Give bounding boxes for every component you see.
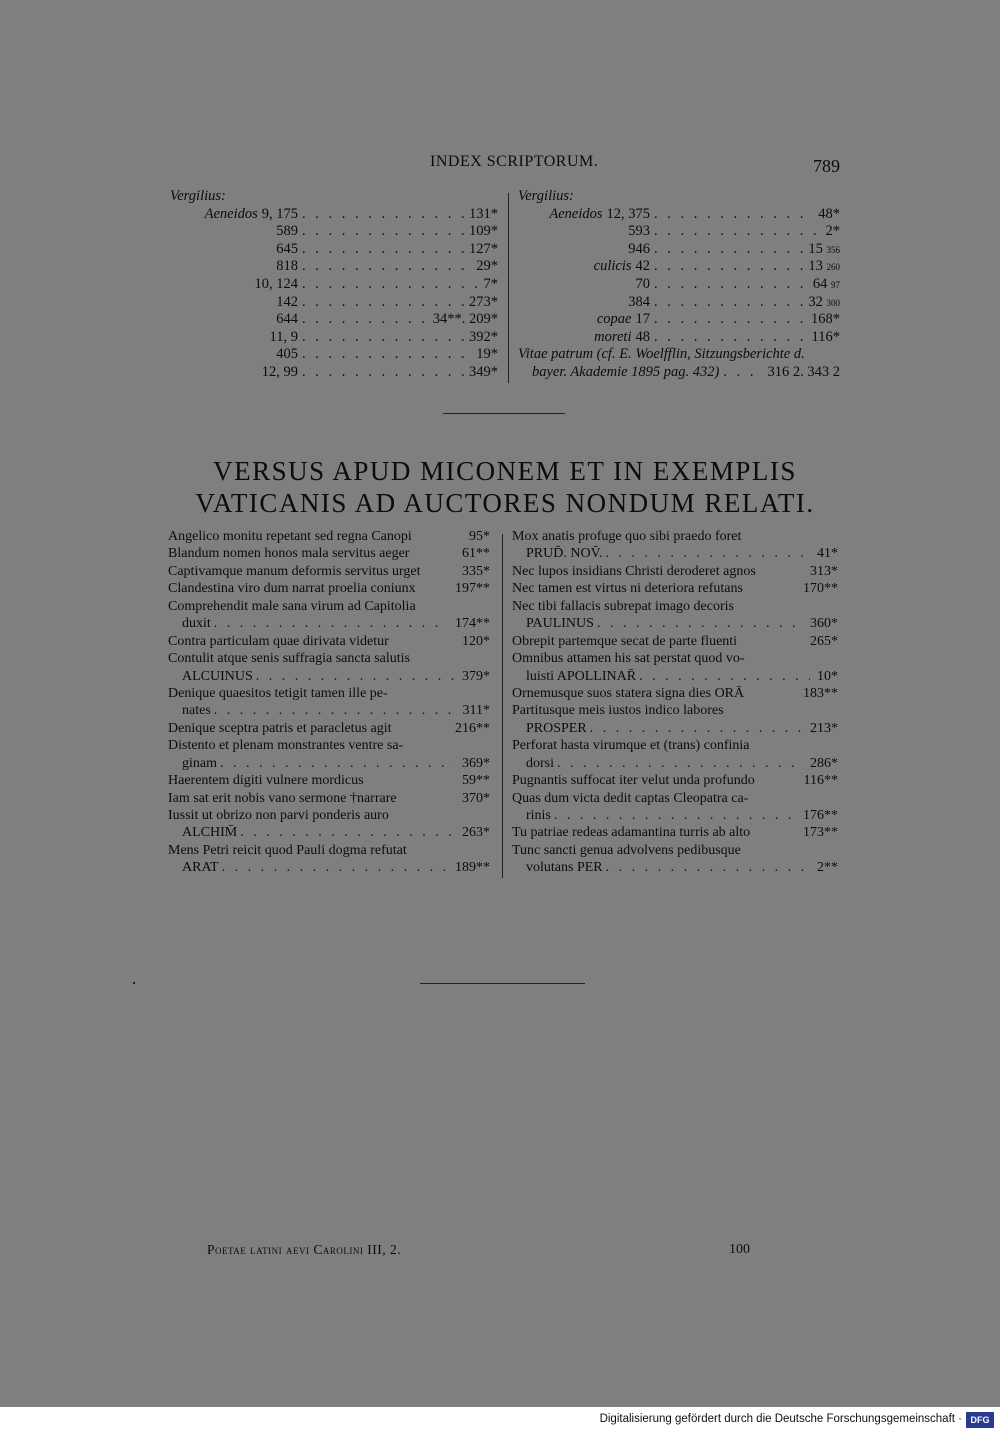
index-work: Aeneidos [204, 205, 258, 222]
verse-text: ALCUINUS [182, 668, 253, 684]
verse-ref: 213* [810, 720, 838, 736]
leader-dots [639, 668, 810, 685]
leader-dots [240, 824, 455, 841]
verse-text: Mox anatis profuge quo sibi praedo foret [512, 529, 742, 544]
index-ref: 11, 9 [269, 328, 298, 345]
verse-text: Tunc sancti genua advolvens pedibusque [512, 842, 741, 858]
index-value [433, 311, 498, 329]
verse-line [168, 633, 490, 650]
leader-dots [302, 206, 465, 224]
verse-line [168, 737, 490, 754]
index-entry [170, 294, 498, 312]
section-title-line-2: VATICANIS AD AUCTORES NONDUM RELATI. [195, 488, 815, 518]
index-value-number: 273* [469, 293, 498, 310]
index-value [469, 223, 498, 241]
leader-dots [654, 329, 808, 347]
verse-line [512, 824, 838, 841]
index-value-sub: 356 [826, 244, 840, 255]
verse-ref: 313* [810, 563, 838, 579]
index-value [811, 311, 840, 329]
verse-ref: 369* [462, 755, 490, 771]
verse-line [512, 545, 838, 562]
verse-line [512, 720, 838, 737]
verse-text: Contra particulam quae dirivata videtur [168, 633, 389, 649]
verse-text: Comprehendit male sana virum ad Capitolia [168, 598, 416, 614]
verse-line [512, 807, 838, 824]
index-value-number: 19* [476, 346, 498, 363]
verse-line [512, 528, 838, 545]
index-work: copae [596, 311, 632, 328]
index-key [518, 223, 650, 241]
index-ref: 946 [628, 240, 650, 257]
index-entry [170, 241, 498, 259]
index-value-number: 131* [469, 205, 498, 222]
index-entry [518, 188, 840, 206]
scan-speck [133, 982, 135, 984]
index-key [518, 241, 650, 259]
index-entry [170, 223, 498, 241]
leader-dots [654, 223, 822, 241]
index-ref: 405 [276, 346, 298, 363]
verse-text: Blandum nomen honos mala servitus aeger [168, 546, 410, 562]
verse-ref: 197** [455, 581, 490, 597]
verse-ref: 189** [455, 860, 490, 876]
verse-text: ARAT [182, 860, 219, 876]
leader-dots [302, 223, 465, 241]
verse-line [168, 650, 490, 667]
verse-line [512, 842, 838, 859]
verse-column-left [168, 528, 490, 877]
index-key [170, 346, 298, 364]
verse-ref: 95* [469, 529, 490, 544]
verse-text: luisti APOLLINAR̄ [526, 668, 637, 684]
index-entry [170, 258, 498, 276]
verse-line [512, 650, 838, 667]
verse-text: Haerentem digiti vulnere mordicus [168, 773, 364, 789]
verse-text: ginam [182, 755, 217, 771]
verse-text: Denique quaesitos tetigit tamen ille pe- [168, 685, 388, 701]
leader-dots [302, 294, 465, 312]
verse-text: rinis [526, 808, 551, 823]
leader-dots [654, 311, 807, 329]
verse-text: dorsi [526, 755, 554, 771]
verse-text: Denique sceptra patris et paracletus agit [168, 720, 392, 736]
verse-text: Angelico monitu repetant sed regna Canopi [168, 529, 412, 544]
index-value [818, 206, 840, 224]
verse-line [512, 580, 838, 597]
index-value-sub: 97 [831, 279, 840, 290]
index-value-number: 32 [808, 293, 823, 310]
index-ref: 593 [628, 223, 650, 240]
index-entry [170, 364, 498, 382]
index-key [170, 364, 298, 382]
verse-text: Ornemusque suos statera signa dies ORĀ [512, 685, 745, 701]
verse-text: Nec tibi fallacis subrepat imago decoris [512, 598, 734, 614]
index-value-number: 2* [825, 223, 840, 240]
verse-line [168, 685, 490, 702]
index-note-text: Vitae patrum (cf. E. Woelfflin, Sitzungsberichte d. [518, 346, 805, 363]
index-value-number: 392* [469, 328, 498, 345]
index-key [518, 206, 650, 224]
index-value [808, 258, 840, 277]
verse-line [512, 598, 838, 615]
index-work: Aeneidos [549, 205, 603, 222]
verse-text: Omnibus attamen his sat perstat quod vo- [512, 651, 745, 667]
index-column-left [170, 188, 498, 382]
index-entry [518, 223, 840, 241]
verse-ref: 176** [803, 808, 838, 823]
index-value [812, 329, 840, 347]
index-note-text: bayer. Akademie 1895 pag. 432) [532, 363, 720, 380]
index-value-number: 13 [808, 258, 823, 275]
index-ref: 70 [635, 275, 650, 292]
leader-dots [302, 364, 465, 382]
index-value-sub: 300 [826, 297, 840, 308]
index-entry [170, 206, 498, 224]
index-value-sub: 260 [826, 262, 840, 273]
running-header: INDEX SCRIPTORUM. [430, 153, 599, 170]
verse-ref: 286* [810, 755, 838, 771]
verse-line [168, 668, 490, 685]
verse-ref: 174** [455, 616, 490, 632]
index-key [170, 329, 298, 347]
verse-line [168, 842, 490, 859]
leader-dots [590, 720, 803, 737]
verse-text: Mens Petri reicit quod Pauli dogma refutat [168, 842, 407, 858]
index-ref: 645 [276, 240, 298, 257]
verse-ref: 360* [810, 616, 838, 632]
verse-text: PAULINUS [526, 616, 594, 632]
index-entry [170, 188, 498, 206]
index-value-number: 168* [811, 311, 840, 328]
index-value-number: 127* [469, 240, 498, 257]
leader-dots [302, 276, 480, 294]
index-key [518, 258, 650, 276]
verse-ref: 173** [803, 825, 838, 841]
index-work: culicis [593, 258, 632, 275]
verse-text: Quas dum victa dedit captas Cleopatra ca- [512, 790, 749, 806]
index-key [518, 294, 650, 312]
index-entry [518, 311, 840, 329]
index-value [469, 329, 498, 347]
footer-signature: Poetae latini aevi Carolini III, 2. [207, 1242, 402, 1257]
index-value-number: 34**. 209* [432, 311, 498, 328]
column-divider [508, 193, 509, 383]
index-entry [170, 276, 498, 294]
dfg-logo[interactable]: DFG [966, 1412, 994, 1428]
leader-dots [654, 241, 804, 259]
verse-text: Iussit ut obrizo non parvi ponderis auro [168, 808, 389, 823]
index-ref: 818 [276, 258, 298, 275]
verse-line [512, 859, 838, 876]
index-value [469, 294, 498, 312]
verse-text: Distento et plenam monstrantes ventre sa- [168, 738, 404, 754]
verse-line [512, 633, 838, 650]
verse-line [168, 755, 490, 772]
verse-text: PRUD̄. NOV̄. [526, 546, 603, 562]
index-key [170, 258, 298, 276]
verse-text: Obrepit partemque secat de parte fluenti [512, 633, 738, 649]
index-value-number: 29* [476, 258, 498, 275]
verse-text: Nec tamen est virtus ni deteriora refutans [512, 581, 743, 597]
verse-line [168, 807, 490, 824]
index-ref: 12, 375 [606, 205, 650, 222]
index-ref: 42 [635, 258, 650, 275]
leader-dots [214, 702, 456, 719]
verse-text: PROSPER [526, 720, 587, 736]
leader-dots [723, 364, 763, 382]
verse-ref: 335* [462, 563, 490, 579]
index-value-number: 64 [812, 275, 828, 292]
index-value-number: 109* [469, 223, 498, 240]
index-value [826, 223, 841, 241]
leader-dots [654, 258, 804, 276]
verse-text: ALCHIM̄ [182, 825, 238, 841]
verse-ref: 41* [817, 546, 838, 562]
index-entry [518, 241, 840, 259]
index-key [170, 276, 298, 294]
verse-line [168, 720, 490, 737]
verse-ref: 265* [810, 633, 838, 649]
index-entry [170, 329, 498, 347]
index-value-number: 48* [818, 205, 840, 222]
verse-line [512, 755, 838, 772]
index-key [518, 276, 650, 294]
credit-text: Digitalisierung gefördert durch die Deutsche Forschungsgemeinschaft · [599, 1413, 962, 1425]
verse-line [512, 668, 838, 685]
index-ref: 644 [276, 311, 298, 328]
verse-line [168, 545, 490, 562]
verse-line [168, 615, 490, 632]
verse-line [512, 702, 838, 719]
index-value-number: 7* [483, 275, 498, 292]
leader-dots [557, 755, 803, 772]
verse-line [168, 702, 490, 719]
verse-text: nates [182, 703, 211, 719]
verse-ref: 120* [462, 633, 490, 649]
index-value [484, 276, 499, 294]
index-ref: 9, 175 [261, 205, 298, 222]
index-value-number: 15 [808, 240, 823, 257]
verse-ref: 61** [462, 546, 490, 562]
index-column-right [518, 188, 840, 382]
leader-dots [597, 615, 803, 632]
leader-dots [654, 276, 809, 294]
footer-sheet-number: 100 [729, 1242, 750, 1257]
index-note-line [518, 346, 840, 364]
verse-text: Clandestina viro dum narrat proelia coniunx [168, 581, 416, 597]
verse-line [168, 598, 490, 615]
index-key [170, 223, 298, 241]
verse-line [168, 528, 490, 545]
leader-dots [302, 241, 465, 259]
section-title [180, 455, 830, 519]
verse-line [512, 563, 838, 580]
index-key [518, 311, 650, 329]
verse-line [168, 563, 490, 580]
leader-dots [302, 329, 465, 347]
verse-ref: 116** [803, 773, 838, 789]
index-work: moreti [594, 328, 632, 345]
index-author: Vergilius: [518, 188, 574, 204]
verse-ref: 170** [803, 581, 838, 597]
verse-text: volutans PER [526, 860, 603, 876]
index-value [476, 346, 498, 364]
leader-dots [220, 755, 455, 772]
index-ref: 142 [276, 293, 298, 310]
index-ref: 48 [635, 328, 650, 345]
verse-line [168, 580, 490, 597]
verse-line [168, 859, 490, 876]
verse-text: Pugnantis suffocat iter velut unda profundo [512, 773, 755, 789]
index-key [170, 294, 298, 312]
page-number: 789 [813, 156, 840, 176]
leader-dots [256, 668, 455, 685]
index-entry [170, 311, 498, 329]
verse-ref: 379* [462, 668, 490, 684]
leader-dots [302, 258, 472, 276]
index-value [469, 241, 498, 259]
index-key [518, 329, 650, 347]
index-note-value: 316 2. 343 2 [767, 363, 840, 380]
leader-dots [222, 859, 448, 876]
index-entry [518, 206, 840, 224]
leader-dots [606, 859, 810, 876]
credit-bar [0, 1407, 1000, 1434]
index-entry [518, 329, 840, 347]
index-author: Vergilius: [170, 188, 226, 204]
verse-text: Contulit atque senis suffragia sancta salutis [168, 651, 410, 667]
verse-ref: 2** [817, 860, 838, 876]
verse-text: Partitusque meis iustos indico labores [512, 703, 724, 719]
index-key [170, 241, 298, 259]
verse-ref: 183** [803, 685, 838, 701]
verse-line [168, 772, 490, 789]
index-entry [170, 346, 498, 364]
leader-dots [654, 206, 814, 224]
verse-text: Tu patriae redeas adamantina turris ab alto [512, 825, 751, 841]
index-ref: 17 [635, 311, 650, 328]
end-rule [420, 983, 585, 984]
verse-text: duxit [182, 616, 211, 632]
leader-dots [554, 807, 796, 824]
verse-line [512, 790, 838, 807]
leader-dots [214, 615, 448, 632]
verse-line [512, 615, 838, 632]
column-divider [502, 534, 503, 878]
verse-ref: 216** [455, 720, 490, 736]
leader-dots [302, 311, 429, 329]
index-entry [518, 294, 840, 312]
verse-ref: 59** [462, 773, 490, 789]
section-title-line-1: VERSUS APUD MICONEM ET IN EXEMPLIS [213, 456, 797, 486]
verse-line [512, 772, 838, 789]
index-ref: 12, 99 [261, 363, 298, 380]
index-value [469, 364, 498, 382]
index-note-line [518, 364, 840, 382]
verse-ref: 370* [462, 790, 490, 806]
index-ref: 384 [628, 293, 650, 310]
index-entry [518, 276, 840, 294]
verse-line [512, 737, 838, 754]
verse-text: Captivamque manum deformis servitus urget [168, 563, 421, 579]
index-value [476, 258, 498, 276]
verse-line [168, 824, 490, 841]
verse-line [512, 685, 838, 702]
verse-ref: 10* [817, 668, 838, 684]
verse-line [168, 790, 490, 807]
leader-dots [654, 294, 804, 312]
index-ref: 10, 124 [254, 275, 298, 292]
index-key [170, 206, 298, 224]
index-value [813, 276, 840, 295]
index-value-number: 116* [811, 328, 840, 345]
leader-dots [605, 545, 810, 562]
verse-ref: 311* [462, 703, 490, 719]
index-ref: 589 [276, 223, 298, 240]
section-rule [443, 413, 565, 414]
verse-ref: 263* [462, 825, 490, 841]
index-value [808, 294, 840, 313]
verse-column-right [512, 528, 838, 877]
verse-text: Perforat hasta virumque et (trans) confinia [512, 738, 750, 754]
verse-text: Iam sat erit nobis vano sermone †narrare [168, 790, 397, 806]
verse-text: Nec lupos insidians Christi deroderet agnos [512, 563, 756, 579]
index-value [808, 241, 840, 260]
leader-dots [302, 346, 472, 364]
index-value-number: 349* [469, 363, 498, 380]
index-value [469, 206, 498, 224]
index-entry [518, 258, 840, 276]
index-key [170, 311, 298, 329]
